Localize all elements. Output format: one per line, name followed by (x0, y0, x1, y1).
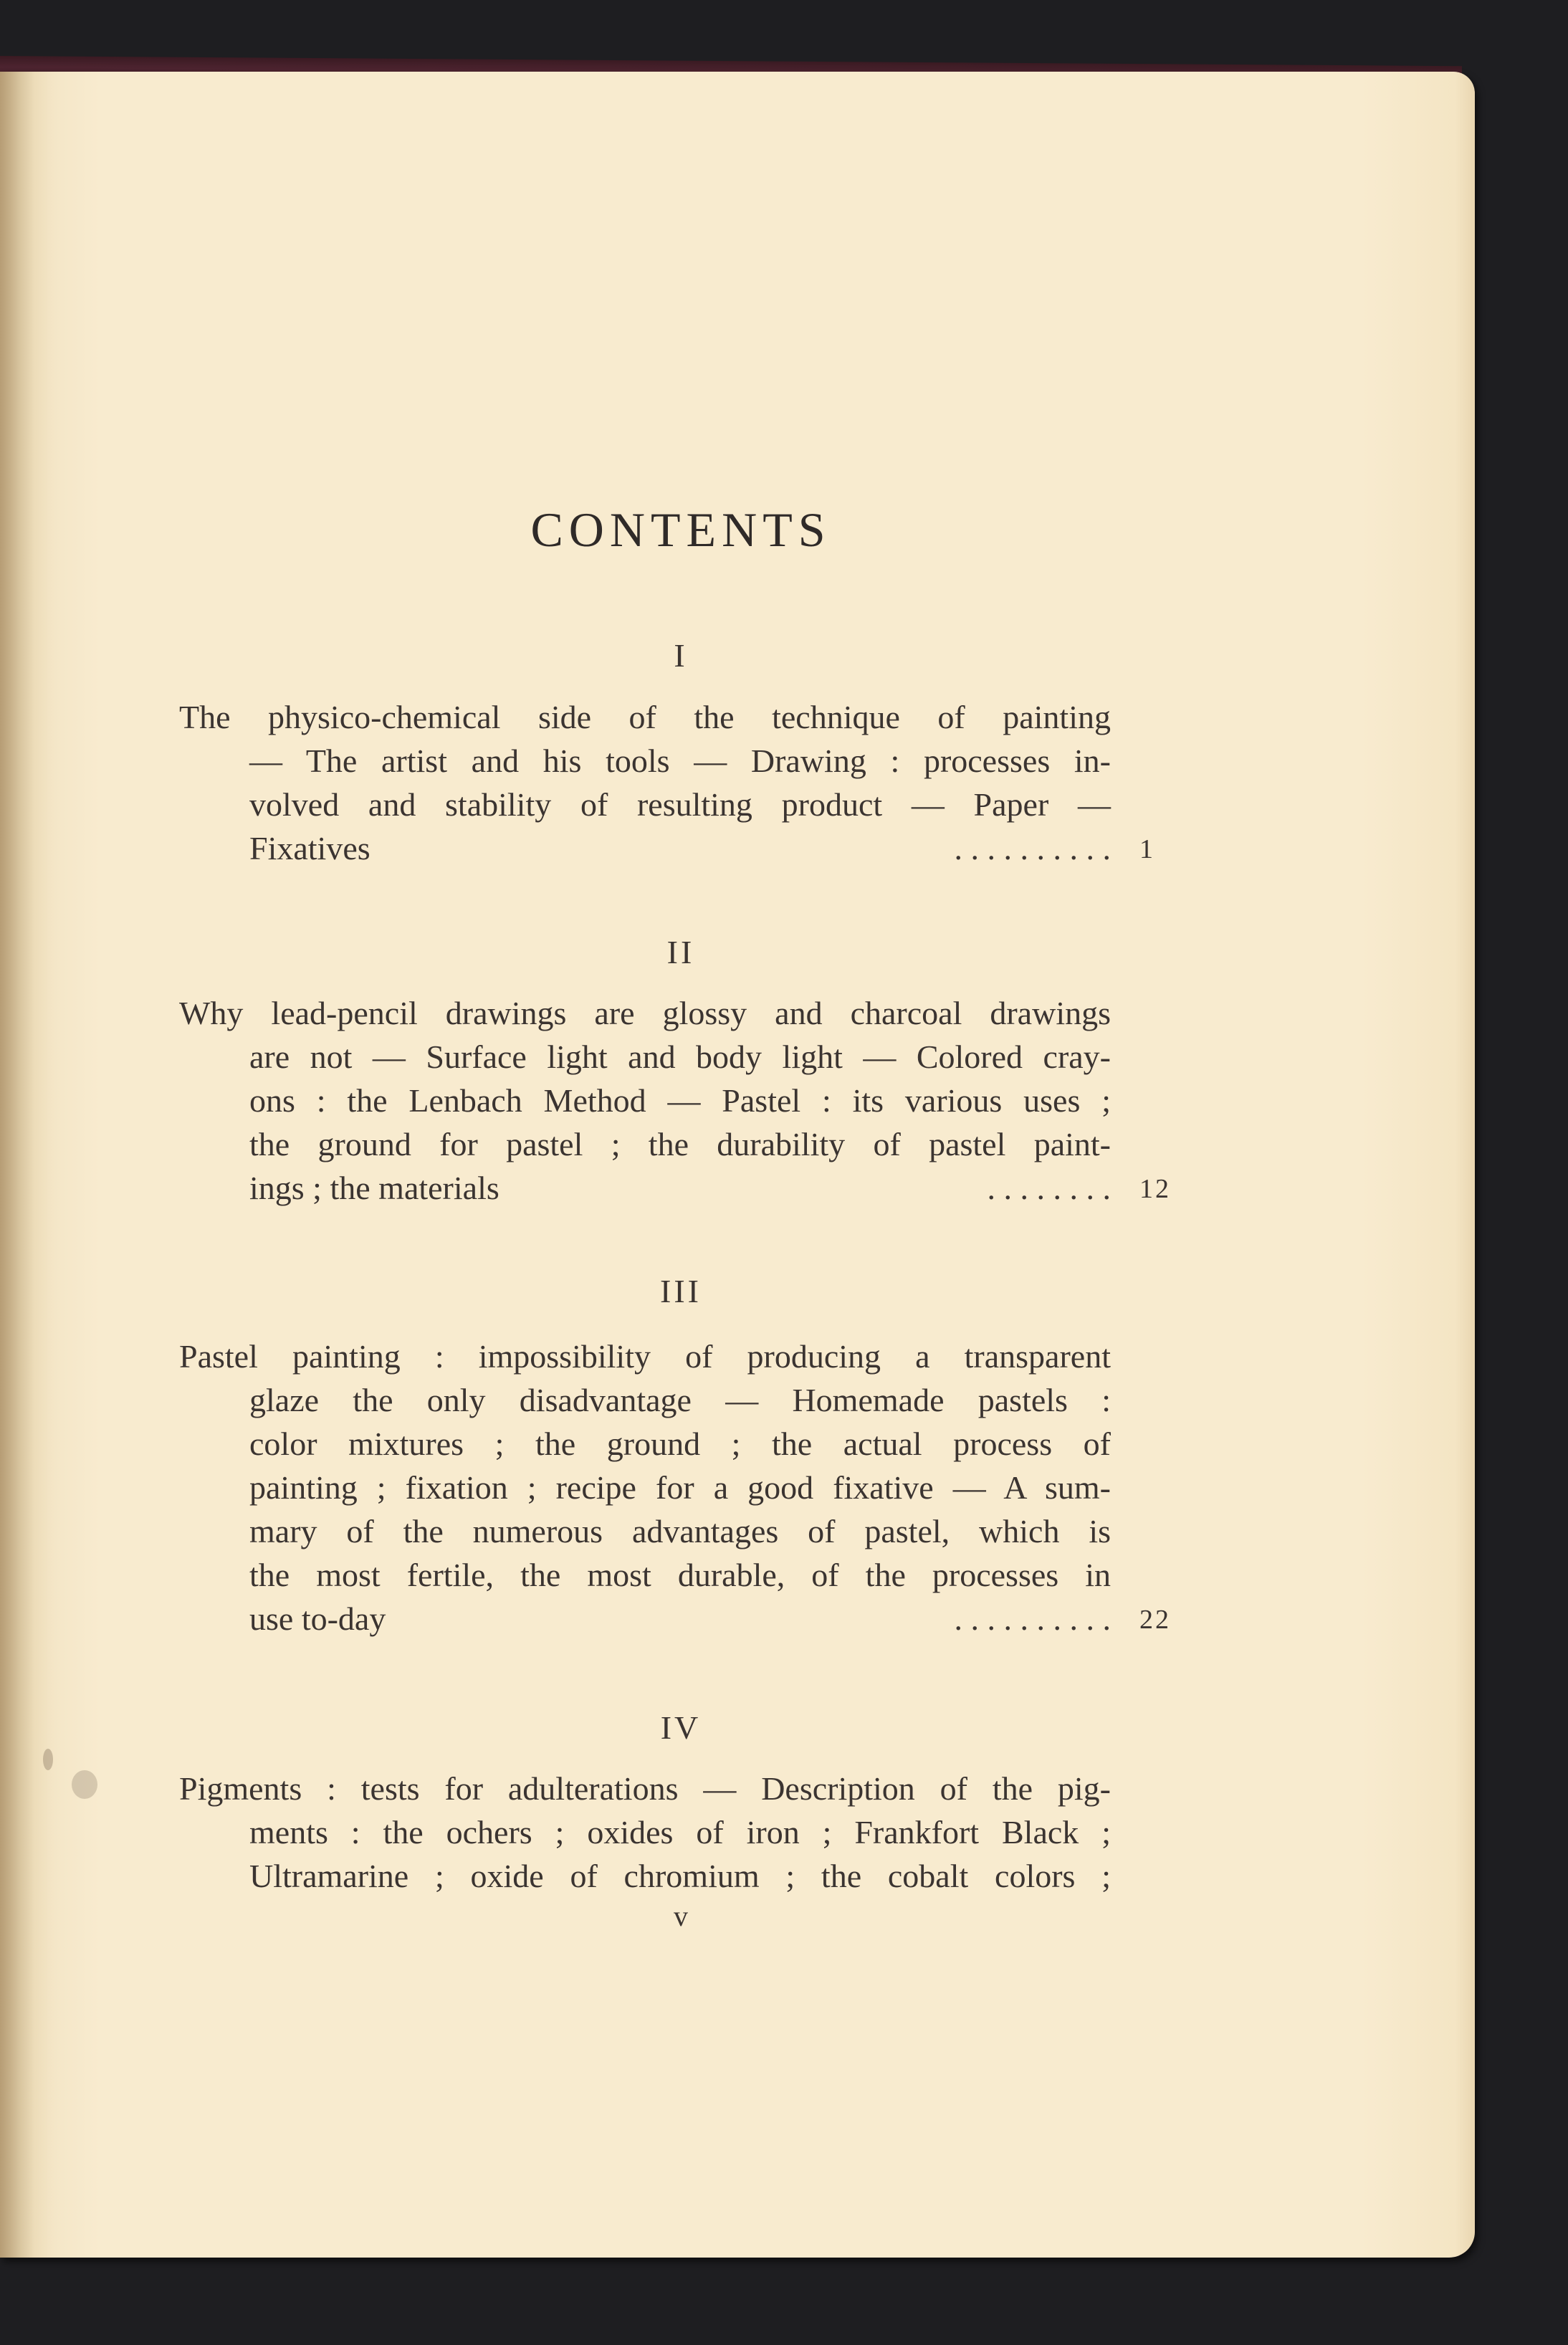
toc-entry-line-text: use to-day (249, 1600, 386, 1637)
toc-entry-line: painting ; fixation ; recipe for a good fixative — A sum- (249, 1469, 1111, 1506)
toc-page-number: 1 (1139, 834, 1155, 864)
chapter-numeral: III (660, 1273, 702, 1309)
toc-entry-line: the most fertile, the most durable, of the processes in (249, 1557, 1111, 1593)
page-title: CONTENTS (530, 502, 831, 557)
toc-entry-line: glaze the only disadvantage — Homemade pastels : (249, 1382, 1111, 1418)
toc-entry-line: volved and stability of resulting product — Paper — (249, 786, 1111, 823)
toc-entry-line (179, 1166, 1111, 1210)
toc-entry (179, 991, 1111, 1210)
toc-entry (179, 1767, 1111, 1898)
toc-entry-line: are not — Surface light and body light — Colored cray- (249, 1038, 1111, 1075)
dot-leaders: . . . . . . . . . . (954, 1600, 1111, 1637)
toc-entry-line: the ground for pastel ; the durability of pastel paint- (249, 1126, 1111, 1162)
toc-entry-line-text: Fixatives (249, 830, 371, 866)
toc-entry-line: — The artist and his tools — Drawing : processes in- (249, 742, 1111, 779)
toc-entry-line: The physico-chemical side of the technique of painting (179, 699, 1111, 735)
chapter-numeral: II (666, 934, 695, 970)
toc-entry-line: Pastel painting : impossibility of producing a transparent (179, 1338, 1111, 1375)
toc-entry-line-text: ings ; the materials (249, 1170, 499, 1206)
page-folio: v (674, 1900, 688, 1932)
toc-entry-line: color mixtures ; the ground ; the actual process of (249, 1425, 1111, 1462)
toc-entry-line: ments : the ochers ; oxides of iron ; Frankfort Black ; (249, 1814, 1111, 1850)
dot-leaders: . . . . . . . . (987, 1170, 1111, 1206)
toc-entry-line (179, 1597, 1111, 1640)
chapter-numeral: IV (660, 1709, 702, 1746)
toc-entry-line: ons : the Lenbach Method — Pastel : its various uses ; (249, 1082, 1111, 1119)
toc-entry-line: Pigments : tests for adulterations — Description of the pig- (179, 1770, 1111, 1807)
toc-page-number: 12 (1139, 1174, 1171, 1204)
toc-page-number: 22 (1139, 1605, 1171, 1635)
dot-leaders: . . . . . . . . . . (954, 830, 1111, 866)
toc-entry-line: Ultramarine ; oxide of chromium ; the cobalt colors ; (249, 1858, 1111, 1894)
toc-entry (179, 1334, 1111, 1640)
chapter-numeral: I (674, 637, 688, 674)
toc-entry-line (179, 826, 1111, 870)
toc-entry-line: Why lead-pencil drawings are glossy and charcoal drawings (179, 995, 1111, 1031)
toc-entry (179, 695, 1111, 870)
toc-entry-line: mary of the numerous advantages of pastel, which is (249, 1513, 1111, 1549)
